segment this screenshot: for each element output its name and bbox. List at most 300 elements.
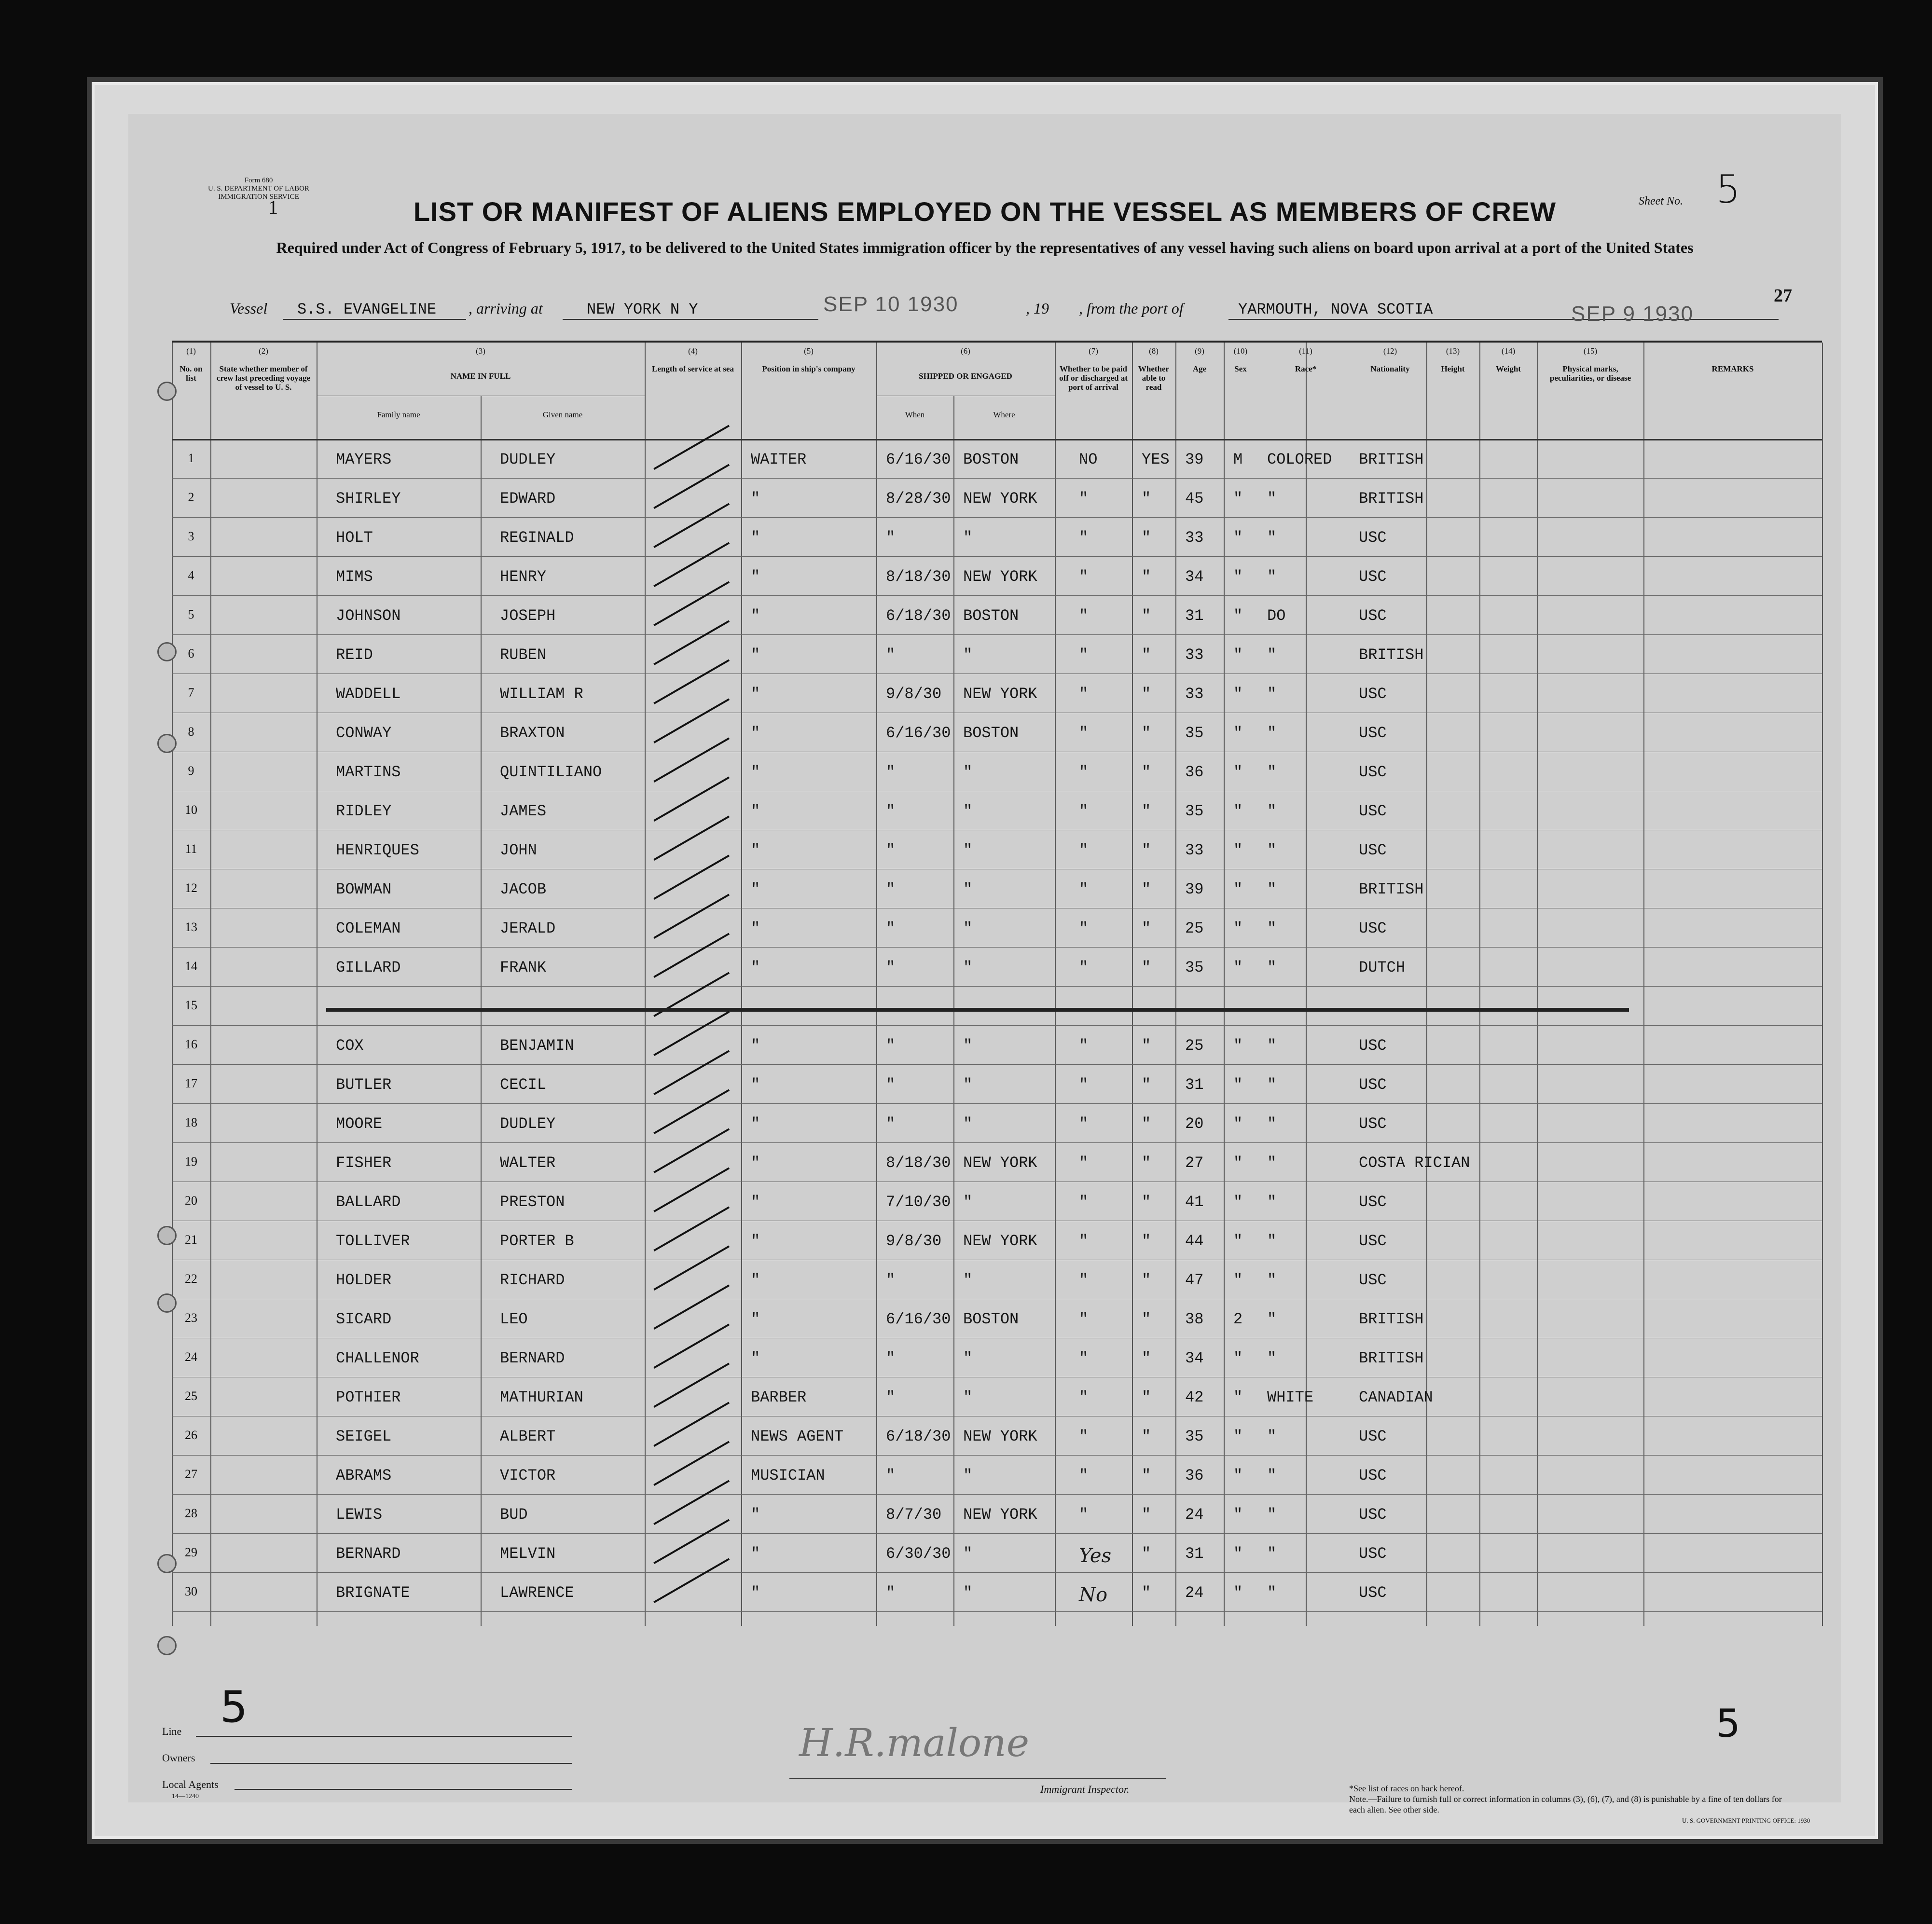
- cell-read: ": [1142, 529, 1151, 547]
- row-divider: [172, 517, 1822, 518]
- punch-hole: [157, 1293, 177, 1313]
- cell-nat: BRITISH: [1359, 451, 1424, 468]
- column-number: (2): [259, 346, 268, 356]
- cell-family: HENRIQUES: [336, 841, 419, 859]
- cell-age: 45: [1185, 490, 1204, 508]
- cell-when: ": [886, 1349, 896, 1367]
- cell-read: ": [1142, 1076, 1151, 1094]
- departure-port: YARMOUTH, NOVA SCOTIA: [1238, 301, 1433, 318]
- cell-family: GILLARD: [336, 959, 401, 976]
- row-number: 22: [185, 1272, 197, 1286]
- cell-race: WHITE: [1267, 1388, 1314, 1406]
- cell-sex: M: [1233, 451, 1243, 468]
- row-divider: [172, 1064, 1822, 1065]
- column-header: Race*: [1295, 364, 1317, 373]
- column-number: (6): [961, 346, 970, 356]
- check-mark: [653, 1402, 730, 1448]
- row-number: 16: [185, 1037, 197, 1051]
- cell-given: MELVIN: [500, 1545, 556, 1563]
- cell-when: 6/16/30: [886, 724, 951, 742]
- year-label: , 19: [1026, 300, 1049, 317]
- cell-sex: ": [1233, 529, 1243, 547]
- cell-given: BERNARD: [500, 1349, 565, 1367]
- check-mark: [653, 1128, 730, 1174]
- vessel-info-row: [177, 292, 1817, 326]
- cell-where: NEW YORK: [963, 568, 1037, 586]
- cell-position: ": [751, 1076, 760, 1094]
- column-divider: [1224, 343, 1225, 1626]
- cell-read: ": [1142, 1584, 1151, 1602]
- column-number: (11): [1299, 346, 1312, 356]
- cell-race: ": [1267, 1193, 1277, 1211]
- column-number: (4): [688, 346, 698, 356]
- cell-where: NEW YORK: [963, 1232, 1037, 1250]
- column-divider: [210, 343, 211, 1626]
- check-mark: [653, 1519, 730, 1565]
- row-divider: [172, 1142, 1822, 1143]
- column-divider: [1426, 343, 1427, 1626]
- column-number: (14): [1501, 346, 1516, 356]
- cell-given: LAWRENCE: [500, 1584, 574, 1602]
- cell-read: ": [1142, 1428, 1151, 1445]
- cell-race: ": [1267, 1115, 1277, 1133]
- column-header: Whether able to read: [1138, 364, 1170, 392]
- cell-age: 47: [1185, 1271, 1204, 1289]
- cell-sex: ": [1233, 1506, 1243, 1524]
- cell-position: ": [751, 1584, 760, 1602]
- cell-sex: ": [1233, 1037, 1243, 1055]
- column-header: Weight: [1496, 364, 1521, 373]
- subcolumn-header-where: Where: [993, 410, 1015, 419]
- cell-read: ": [1142, 920, 1151, 937]
- cell-sex: ": [1233, 763, 1243, 781]
- row-number: 18: [185, 1115, 197, 1129]
- cell-family: CONWAY: [336, 724, 392, 742]
- cell-position: ": [751, 724, 760, 742]
- cell-nat: BRITISH: [1359, 646, 1424, 664]
- cell-sex: ": [1233, 1545, 1243, 1563]
- cell-position: ": [751, 1193, 760, 1211]
- cell-read: ": [1142, 802, 1151, 820]
- cell-where: ": [963, 920, 973, 937]
- cell-paid: NO: [1079, 451, 1098, 468]
- cell-read: ": [1142, 1232, 1151, 1250]
- handwritten-five-right: 5: [1716, 1701, 1740, 1746]
- cell-family: JOHNSON: [336, 607, 401, 625]
- check-mark: [653, 1089, 730, 1135]
- cell-given: CECIL: [500, 1076, 547, 1094]
- cell-paid: ": [1079, 959, 1089, 976]
- row-number: 21: [185, 1233, 197, 1247]
- cell-nat: USC: [1359, 1428, 1387, 1445]
- cell-age: 35: [1185, 802, 1204, 820]
- cell-given: BRAXTON: [500, 724, 565, 742]
- row-number: 30: [185, 1584, 197, 1598]
- cell-read: ": [1142, 1271, 1151, 1289]
- cell-nat: USC: [1359, 802, 1387, 820]
- cell-nat: USC: [1359, 1506, 1387, 1524]
- check-mark: [653, 815, 730, 862]
- cell-sex: ": [1233, 724, 1243, 742]
- column-divider: [1306, 343, 1307, 1626]
- cell-family: SEIGEL: [336, 1428, 392, 1445]
- cell-nat: CANADIAN: [1359, 1388, 1433, 1406]
- cell-paid: ": [1079, 1467, 1089, 1484]
- cell-position: ": [751, 1349, 760, 1367]
- cell-read: ": [1142, 841, 1151, 859]
- cell-age: 33: [1185, 646, 1204, 664]
- cell-position: ": [751, 763, 760, 781]
- from-port-label: , from the port of: [1079, 300, 1184, 317]
- cell-given: JACOB: [500, 880, 547, 898]
- cell-sex: ": [1233, 802, 1243, 820]
- cell-when: 6/18/30: [886, 607, 951, 625]
- cell-family: COX: [336, 1037, 364, 1055]
- cell-given: MATHURIAN: [500, 1388, 583, 1406]
- check-mark: [653, 1245, 730, 1292]
- cell-position: ": [751, 490, 760, 508]
- cell-age: 41: [1185, 1193, 1204, 1211]
- handwritten-five-left: 5: [220, 1682, 248, 1732]
- punch-hole: [157, 1226, 177, 1245]
- cell-paid: ": [1079, 920, 1089, 937]
- cell-family: MAYERS: [336, 451, 392, 468]
- cell-paid: ": [1079, 490, 1089, 508]
- cell-when: 9/8/30: [886, 1232, 942, 1250]
- form-code: 14—1240: [172, 1793, 199, 1800]
- cell-given: FRANK: [500, 959, 547, 976]
- cell-given: ALBERT: [500, 1428, 556, 1445]
- cell-race: ": [1267, 1271, 1277, 1289]
- row-number: 23: [185, 1311, 197, 1325]
- cell-given: RUBEN: [500, 646, 547, 664]
- check-mark: [653, 1323, 730, 1370]
- cell-when: ": [886, 841, 896, 859]
- cell-where: ": [963, 802, 973, 820]
- cell-position: ": [751, 920, 760, 937]
- check-mark: [653, 1362, 730, 1409]
- column-divider: [876, 343, 877, 1626]
- check-mark: [653, 1050, 730, 1096]
- column-number: (1): [186, 346, 196, 356]
- cell-where: BOSTON: [963, 607, 1019, 625]
- cell-position: BARBER: [751, 1388, 807, 1406]
- inspector-label: Immigrant Inspector.: [1040, 1783, 1130, 1795]
- cell-when: 9/8/30: [886, 685, 942, 703]
- cell-when: 8/7/30: [886, 1506, 942, 1524]
- punch-hole: [157, 1554, 177, 1573]
- footnote-penalty: Note.—Failure to furnish full or correct information in columns (3), (6), (7), and (8) is punishable by a fine of ten dollars for each alien. See other side.: [1349, 1794, 1782, 1814]
- cell-race: ": [1267, 1232, 1277, 1250]
- cell-read: ": [1142, 1115, 1151, 1133]
- cell-age: 20: [1185, 1115, 1204, 1133]
- cell-family: BRIGNATE: [336, 1584, 410, 1602]
- cell-nat: USC: [1359, 607, 1387, 625]
- check-mark: [653, 1441, 730, 1487]
- row-number: 3: [188, 529, 194, 543]
- cell-read: ": [1142, 959, 1151, 976]
- cell-age: 35: [1185, 1428, 1204, 1445]
- row-number: 6: [188, 646, 194, 660]
- cell-family: MOORE: [336, 1115, 383, 1133]
- local-agents-label: Local Agents: [162, 1778, 219, 1790]
- cell-paid: ": [1079, 646, 1089, 664]
- cell-sex: ": [1233, 1115, 1243, 1133]
- cell-age: 36: [1185, 1467, 1204, 1484]
- cell-read: ": [1142, 568, 1151, 586]
- service-name: IMMIGRATION SERVICE: [218, 193, 299, 201]
- punch-hole: [157, 734, 177, 753]
- cell-family: ABRAMS: [336, 1467, 392, 1484]
- cell-paid: ": [1079, 1349, 1089, 1367]
- cell-age: 34: [1185, 568, 1204, 586]
- row-divider: [172, 1611, 1822, 1612]
- column-divider: [172, 343, 173, 1626]
- cell-given: JAMES: [500, 802, 547, 820]
- column-number: (7): [1089, 346, 1098, 356]
- cell-position: ": [751, 1115, 760, 1133]
- column-header: State whether member of crew last preceding voyage of vessel to U. S.: [216, 364, 311, 392]
- cell-where: NEW YORK: [963, 1506, 1037, 1524]
- cell-when: 6/16/30: [886, 451, 951, 468]
- row-divider: [172, 1025, 1822, 1026]
- cell-nat: USC: [1359, 1232, 1387, 1250]
- punch-hole: [157, 642, 177, 661]
- column-divider: [645, 343, 646, 1626]
- cell-when: ": [886, 1467, 896, 1484]
- column-divider: [741, 343, 742, 1626]
- cell-read: ": [1142, 1310, 1151, 1328]
- cell-when: ": [886, 1115, 896, 1133]
- cell-position: ": [751, 1545, 760, 1563]
- cell-sex: ": [1233, 685, 1243, 703]
- check-mark: [653, 1206, 730, 1252]
- cell-position: ": [751, 607, 760, 625]
- row-number: 27: [185, 1467, 197, 1481]
- cell-where: ": [963, 646, 973, 664]
- check-mark: [653, 542, 730, 588]
- cell-age: 25: [1185, 1037, 1204, 1055]
- cell-paid: ": [1079, 529, 1089, 547]
- cell-where: ": [963, 1467, 973, 1484]
- cell-nat: DUTCH: [1359, 959, 1406, 976]
- column-number: (13): [1446, 346, 1460, 356]
- cell-race: ": [1267, 529, 1277, 547]
- cell-sex: ": [1233, 1388, 1243, 1406]
- cell-read: ": [1142, 1506, 1151, 1524]
- header-divider: [172, 439, 1822, 440]
- cell-sex: ": [1233, 1584, 1243, 1602]
- cell-age: 34: [1185, 1349, 1204, 1367]
- cell-given: JERALD: [500, 920, 556, 937]
- cell-position: NEWS AGENT: [751, 1428, 844, 1445]
- cell-race: ": [1267, 1467, 1277, 1484]
- cell-given: BENJAMIN: [500, 1037, 574, 1055]
- document-subtitle: Required under Act of Congress of February 5, 1917, to be delivered to the United States immigration officer by the representatives of any vessel having such aliens on board upon arrival at a port of the United States: [276, 239, 1694, 256]
- cell-age: 33: [1185, 841, 1204, 859]
- cell-read: ": [1142, 607, 1151, 625]
- cell-where: ": [963, 959, 973, 976]
- column-header: No. on list: [179, 364, 203, 383]
- row-divider: [172, 947, 1822, 948]
- cell-nat: USC: [1359, 1271, 1387, 1289]
- departure-date-stamp: SEP 9 1930: [1571, 302, 1694, 326]
- row-number: 15: [185, 998, 197, 1012]
- cell-paid: ": [1079, 1154, 1089, 1172]
- row-number: 25: [185, 1389, 197, 1403]
- cell-read: ": [1142, 880, 1151, 898]
- cell-when: ": [886, 529, 896, 547]
- cell-paid: ": [1079, 1115, 1089, 1133]
- cell-where: ": [963, 1545, 973, 1563]
- row-divider: [172, 634, 1822, 635]
- cell-age: 39: [1185, 880, 1204, 898]
- cell-nat: BRITISH: [1359, 1310, 1424, 1328]
- cell-sex: ": [1233, 1154, 1243, 1172]
- cell-position: ": [751, 1154, 760, 1172]
- cell-family: BUTLER: [336, 1076, 392, 1094]
- cell-read: ": [1142, 1037, 1151, 1055]
- cell-position: ": [751, 1271, 760, 1289]
- cell-family: TOLLIVER: [336, 1232, 410, 1250]
- cell-when: 8/18/30: [886, 568, 951, 586]
- cell-position: ": [751, 529, 760, 547]
- row-divider: [172, 478, 1822, 479]
- cell-sex: ": [1233, 959, 1243, 976]
- cell-family: RIDLEY: [336, 802, 392, 820]
- cell-nat: USC: [1359, 763, 1387, 781]
- cell-read: ": [1142, 490, 1151, 508]
- column-header: Whether to be paid off or discharged at port of arrival: [1059, 364, 1128, 392]
- cell-read: YES: [1142, 451, 1170, 468]
- check-mark: [653, 776, 730, 823]
- cell-where: ": [963, 1388, 973, 1406]
- cell-when: 6/16/30: [886, 1310, 951, 1328]
- column-number: (12): [1383, 346, 1397, 356]
- cell-paid: ": [1079, 1506, 1089, 1524]
- cell-read: ": [1142, 1154, 1151, 1172]
- row-number: 14: [185, 959, 197, 973]
- cell-family: WADDELL: [336, 685, 401, 703]
- cell-sex: ": [1233, 1232, 1243, 1250]
- row-divider: [172, 595, 1822, 596]
- cell-when: ": [886, 1584, 896, 1602]
- cell-where: BOSTON: [963, 724, 1019, 742]
- cell-sex: ": [1233, 1271, 1243, 1289]
- cell-sex: 2: [1233, 1310, 1243, 1328]
- check-mark: [653, 425, 730, 471]
- column-header: Age: [1192, 364, 1207, 373]
- check-mark: [653, 1167, 730, 1213]
- cell-nat: USC: [1359, 1076, 1387, 1094]
- cell-given: PORTER B: [500, 1232, 574, 1250]
- cell-age: 27: [1185, 1154, 1204, 1172]
- column-header: Height: [1441, 364, 1465, 373]
- cell-where: ": [963, 841, 973, 859]
- arrival-port: NEW YORK N Y: [587, 301, 698, 318]
- cell-race: ": [1267, 646, 1277, 664]
- cell-age: 38: [1185, 1310, 1204, 1328]
- cell-family: SHIRLEY: [336, 490, 401, 508]
- cell-age: 42: [1185, 1388, 1204, 1406]
- cell-sex: ": [1233, 568, 1243, 586]
- cell-paid: ": [1079, 880, 1089, 898]
- cell-where: ": [963, 529, 973, 547]
- form-number: Form 680: [244, 177, 273, 184]
- cell-age: 31: [1185, 1076, 1204, 1094]
- check-mark: [653, 1284, 730, 1331]
- column-divider: [1479, 343, 1480, 1626]
- cell-when: ": [886, 920, 896, 937]
- cell-paid: ": [1079, 1428, 1089, 1445]
- cell-when: ": [886, 880, 896, 898]
- cell-age: 33: [1185, 529, 1204, 547]
- row-divider: [172, 986, 1822, 987]
- cell-where: NEW YORK: [963, 1428, 1037, 1445]
- cell-nat: COSTA RICIAN: [1359, 1154, 1470, 1172]
- subcolumn-header-given: Given name: [542, 410, 583, 419]
- row-number: 11: [185, 842, 197, 856]
- cell-race: ": [1267, 763, 1277, 781]
- cell-when: ": [886, 959, 896, 976]
- cell-where: BOSTON: [963, 1310, 1019, 1328]
- cell-family: BERNARD: [336, 1545, 401, 1563]
- check-mark: [653, 854, 730, 901]
- cell-given: JOHN: [500, 841, 537, 859]
- column-divider: [1537, 343, 1538, 1626]
- cell-when: 7/10/30: [886, 1193, 951, 1211]
- cell-when: ": [886, 763, 896, 781]
- cell-where: NEW YORK: [963, 1154, 1037, 1172]
- cell-sex: ": [1233, 1467, 1243, 1484]
- cell-age: 31: [1185, 1545, 1204, 1563]
- cell-nat: USC: [1359, 841, 1387, 859]
- cell-nat: USC: [1359, 1193, 1387, 1211]
- row-number: 2: [188, 490, 194, 504]
- cell-paid: No: [1079, 1584, 1108, 1606]
- footnote-races: *See list of races on back hereof.: [1349, 1784, 1464, 1793]
- row-number: 24: [185, 1350, 197, 1364]
- cell-family: CHALLENOR: [336, 1349, 419, 1367]
- cell-when: ": [886, 1388, 896, 1406]
- cell-read: ": [1142, 763, 1151, 781]
- cell-read: ": [1142, 1193, 1151, 1211]
- cell-read: ": [1142, 685, 1151, 703]
- cell-family: REID: [336, 646, 373, 664]
- cell-nat: USC: [1359, 1545, 1387, 1563]
- cell-race: ": [1267, 920, 1277, 937]
- cell-race: ": [1267, 1037, 1277, 1055]
- cell-race: ": [1267, 1076, 1277, 1094]
- column-divider: [1132, 343, 1133, 1626]
- column-number: (5): [804, 346, 814, 356]
- cell-nat: USC: [1359, 1467, 1387, 1484]
- row-number: 8: [188, 725, 194, 739]
- cell-where: ": [963, 1037, 973, 1055]
- cell-where: ": [963, 1349, 973, 1367]
- vessel-label: Vessel: [230, 300, 268, 317]
- cell-given: EDWARD: [500, 490, 556, 508]
- cell-when: 8/18/30: [886, 1154, 951, 1172]
- column-header: NAME IN FULL: [450, 371, 511, 381]
- cell-given: DUDLEY: [500, 1115, 556, 1133]
- cell-sex: ": [1233, 646, 1243, 664]
- column-divider: [1643, 343, 1644, 1626]
- check-mark: [653, 1480, 730, 1526]
- cell-sex: ": [1233, 880, 1243, 898]
- column-header: REMARKS: [1711, 364, 1754, 373]
- row-number: 17: [185, 1076, 197, 1090]
